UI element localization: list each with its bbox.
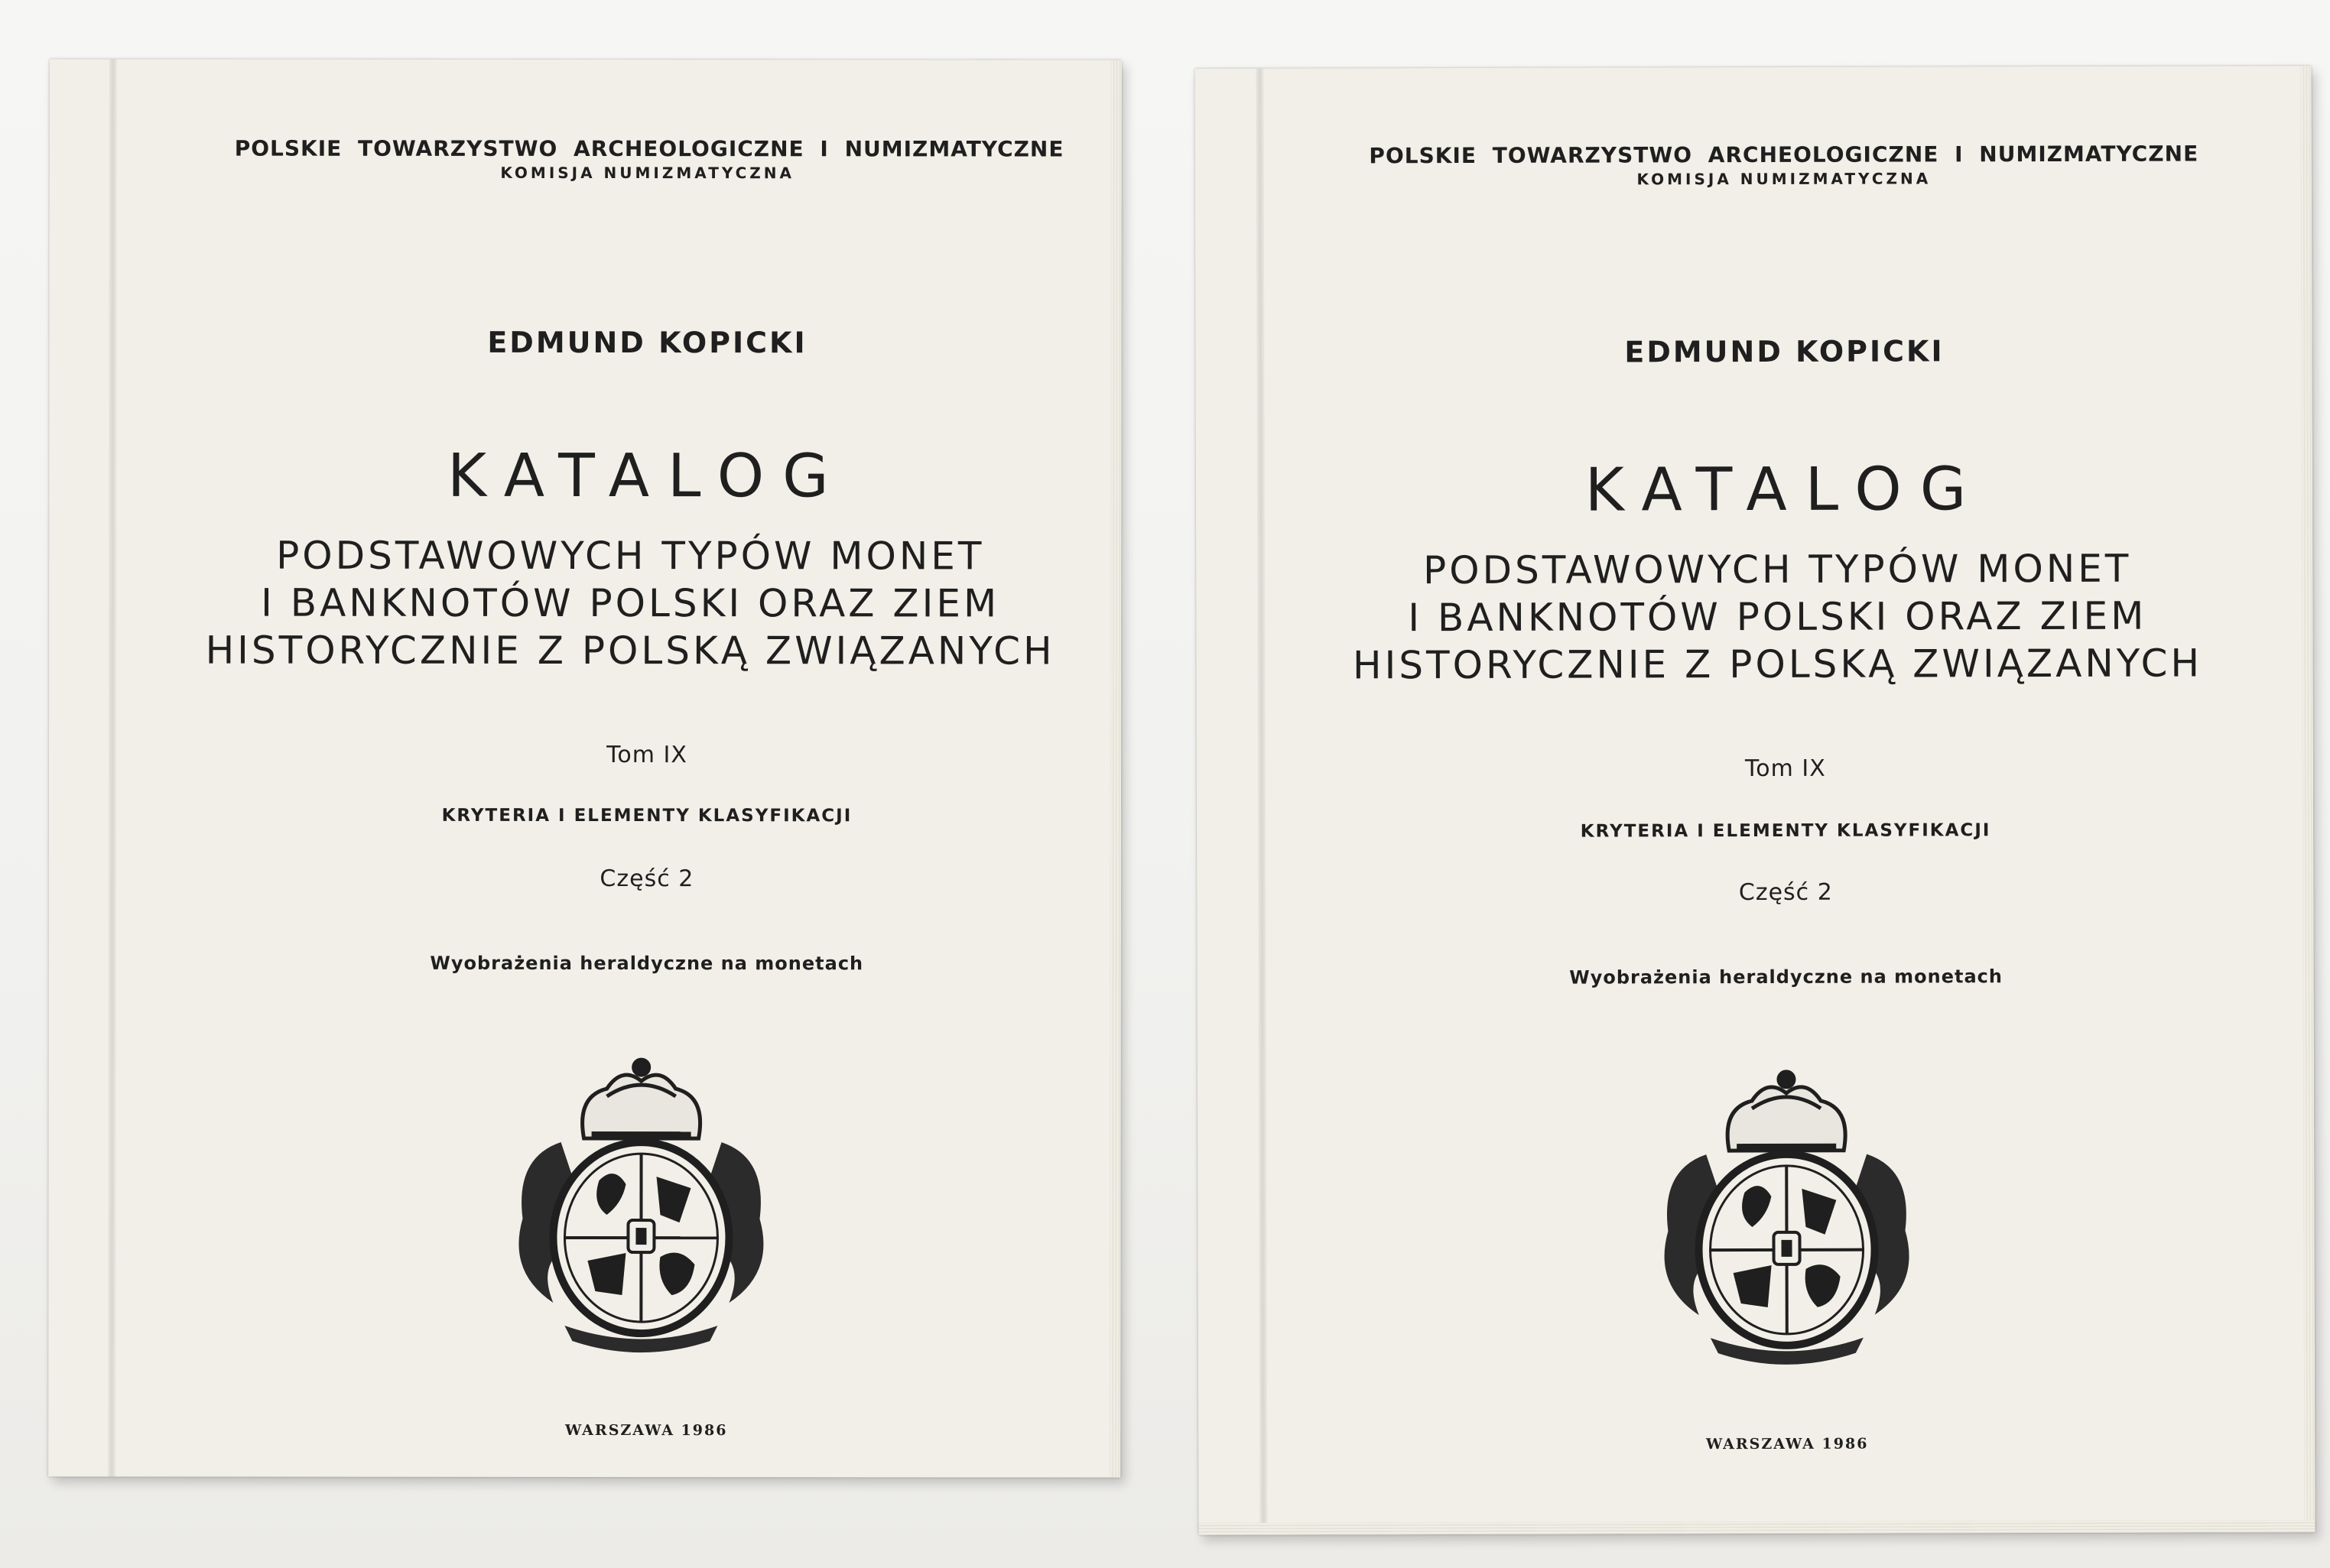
coat-of-arms-icon xyxy=(1637,1062,1936,1368)
subtitle-line-3: HISTORYCZNIE Z POLSKĄ ZWIĄZANYCH xyxy=(205,628,1055,674)
book-cover xyxy=(48,59,1122,1477)
subtitle-line-2: I BANKNOTÓW POLSKI ORAZ ZIEM xyxy=(261,580,1000,626)
book-title: KATALOG xyxy=(1584,455,1985,525)
subtitle-line-3: HISTORYCZNIE Z POLSKĄ ZWIĄZANYCH xyxy=(1352,641,2203,688)
volume-description: Wyobrażenia heraldyczne na monetach xyxy=(1569,966,2003,989)
commission-name: KOMISJA NUMIZMATYCZNA xyxy=(1636,169,1932,189)
book-left[interactable] xyxy=(48,59,1122,1477)
book-right[interactable] xyxy=(1194,66,2315,1535)
subtitle-line-1: PODSTAWOWYCH TYPÓW MONET xyxy=(1422,546,2132,593)
part-number: Część 2 xyxy=(600,865,694,893)
author-name: EDMUND KOPICKI xyxy=(1624,334,1945,369)
publisher-name: POLSKIE TOWARZYSTWO ARCHEOLOGICZNE I NUMIZMATYCZNE xyxy=(234,135,1064,162)
book-title: KATALOG xyxy=(447,441,847,511)
criteria-heading: KRYTERIA I ELEMENTY KLASYFIKACJI xyxy=(441,805,853,826)
criteria-heading: KRYTERIA I ELEMENTY KLASYFIKACJI xyxy=(1580,820,1991,842)
volume-number: Tom IX xyxy=(606,742,687,769)
commission-name: KOMISJA NUMIZMATYCZNA xyxy=(500,163,795,183)
subtitle-line-2: I BANKNOTÓW POLSKI ORAZ ZIEM xyxy=(1408,593,2147,641)
coat-of-arms-icon xyxy=(492,1050,790,1356)
part-number: Część 2 xyxy=(1738,878,1833,907)
publisher-name: POLSKIE TOWARZYSTWO ARCHEOLOGICZNE I NUMIZMATYCZNE xyxy=(1369,141,2199,169)
author-name: EDMUND KOPICKI xyxy=(487,325,808,360)
subtitle-line-1: PODSTAWOWYCH TYPÓW MONET xyxy=(276,533,985,579)
volume-description: Wyobrażenia heraldyczne na monetach xyxy=(430,952,864,975)
volume-number: Tom IX xyxy=(1744,755,1826,783)
place-year: WARSZAWA 1986 xyxy=(1705,1435,1869,1453)
book-cover xyxy=(1194,66,2315,1535)
place-year: WARSZAWA 1986 xyxy=(565,1421,728,1440)
